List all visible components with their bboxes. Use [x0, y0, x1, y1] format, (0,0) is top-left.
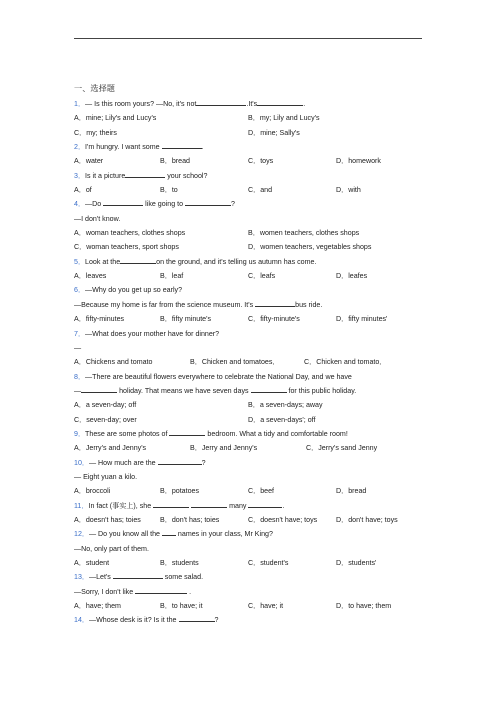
option-c[interactable]: C．student's — [248, 559, 289, 567]
question-4 — [74, 197, 434, 211]
dialogue-text: —Because my home is far from the science museum. It's — [74, 300, 254, 309]
option-c[interactable]: C．doesn't have; toys — [248, 515, 318, 524]
answer-blank — [169, 427, 205, 436]
question-text: . — [201, 143, 204, 152]
question-text: bedroom. What a tidy and comfortable room! — [205, 429, 348, 438]
question-number: 8． — [74, 372, 86, 381]
question-14 — [74, 613, 434, 627]
answer-blank — [185, 197, 231, 206]
option-c[interactable]: C．Chicken and tomato． — [304, 358, 387, 367]
answer-blank — [103, 197, 143, 206]
option-a[interactable]: A．leaves — [74, 272, 107, 281]
question-number: 9． — [74, 429, 86, 438]
option-b[interactable]: B．women teachers, clothes shops — [248, 229, 360, 238]
question-text: . — [282, 501, 285, 510]
answer-blank — [196, 97, 246, 106]
option-a[interactable]: A．Chickens and tomato — [74, 358, 153, 367]
option-row — [74, 269, 434, 283]
answer-blank — [162, 527, 176, 536]
option-d[interactable]: D．fifty minutes' — [336, 315, 388, 324]
question-list — [74, 97, 434, 628]
option-c[interactable]: C．and — [248, 186, 273, 195]
answer-line — [74, 341, 434, 355]
answer-blank — [179, 613, 215, 622]
option-b[interactable]: B．fifty minute's — [160, 315, 212, 324]
option-a[interactable]: A．fifty-minutes — [74, 315, 125, 324]
answer-line — [74, 384, 434, 398]
question-text: on the ground, and it's telling us autumn has come. — [156, 257, 317, 266]
option-b[interactable]: B．Chicken and tomatoes． — [190, 358, 280, 367]
answer-blank — [248, 499, 285, 510]
option-b[interactable]: B．don't has; toies — [160, 515, 220, 524]
option-row — [74, 312, 434, 326]
dialogue-text: holiday. That means we have seven days — [117, 386, 249, 395]
dialogue-text: —I don't know. — [74, 214, 121, 223]
dialogue-text: bus ride. — [295, 300, 323, 309]
question-text: These are some photos of — [85, 429, 168, 438]
option-b[interactable]: B．to — [160, 186, 178, 195]
question-text: —There are beautiful flowers everywhere to celebrate the National Day, and we have — [85, 372, 352, 381]
answer-line — [74, 585, 434, 599]
option-row — [74, 441, 434, 455]
option-b[interactable]: B．to have; it — [160, 602, 203, 611]
option-a[interactable]: A．have; them — [74, 602, 121, 611]
question-number: 4． — [74, 200, 86, 209]
dialogue-text: . — [189, 587, 192, 596]
option-d[interactable]: D．leafes — [336, 272, 368, 281]
option-c[interactable]: C．leafs — [248, 272, 276, 281]
answer-blank — [158, 456, 202, 465]
question-text: Is it a picture — [85, 171, 126, 180]
answer-blank — [120, 255, 156, 264]
answer-blank — [191, 499, 227, 508]
option-a[interactable]: A．broccoli — [74, 487, 111, 496]
answer-blank — [251, 384, 287, 393]
dialogue-text: for this public holiday. — [286, 386, 357, 395]
option-a[interactable]: A．Jerry's and Jenny's — [74, 444, 147, 453]
question-text: your school? — [165, 171, 208, 180]
question-5 — [74, 255, 434, 269]
question-number: 13． — [74, 573, 89, 582]
section-title: 一、选择题 — [74, 84, 115, 93]
question-text: — Is this room yours? —No, it's not — [85, 100, 197, 108]
question-8 — [74, 370, 434, 384]
option-row — [74, 183, 434, 197]
option-b[interactable]: B．bread — [160, 157, 190, 166]
question-text: In fact (事实上), she — [88, 501, 152, 510]
question-text: .It's — [246, 100, 258, 108]
question-number: 12． — [74, 530, 89, 539]
question-text: —Whose desk is it? Is it the — [88, 616, 177, 625]
answer-blank — [257, 97, 306, 108]
answer-blank — [162, 140, 204, 152]
option-d[interactable]: D．women teachers, vegetables shops — [248, 243, 372, 252]
option-row — [74, 111, 434, 125]
option-a[interactable]: A．of — [74, 186, 92, 195]
question-number: 3． — [74, 171, 86, 180]
option-a[interactable]: A．woman teachers, clothes shops — [74, 229, 186, 238]
dialogue-text: — Eight yuan a kilo. — [74, 472, 138, 481]
question-text: many — [227, 501, 247, 510]
option-a[interactable]: A．water — [74, 157, 104, 166]
option-row — [74, 226, 434, 240]
option-b[interactable]: B．potatoes — [160, 487, 200, 496]
option-a[interactable]: A．student — [74, 559, 110, 567]
option-d[interactable]: D．don't have; toys — [336, 515, 398, 524]
question-text: . — [303, 100, 306, 108]
question-text: — How much are the — [88, 458, 156, 467]
option-d[interactable]: D．with — [336, 186, 361, 195]
question-1 — [74, 97, 434, 111]
question-text: —Why do you get up so early? — [85, 286, 183, 295]
question-text: —What does your mother have for dinner? — [85, 329, 220, 338]
answer-line — [74, 542, 434, 556]
option-b[interactable]: B．leaf — [160, 272, 184, 281]
option-a[interactable]: A．a seven-day; off — [74, 401, 137, 410]
option-b[interactable]: B．my; Lily and Lucy's — [248, 114, 320, 123]
answer-line — [74, 212, 434, 226]
question-number: 5． — [74, 257, 86, 266]
question-number: 11． — [74, 501, 89, 510]
answer-blank — [135, 585, 187, 594]
question-10 — [74, 456, 434, 470]
question-12 — [74, 527, 434, 541]
question-9 — [74, 427, 434, 441]
dialogue-text: —No, only part of them. — [74, 544, 149, 553]
question-text: I'm hungry. I want some — [85, 143, 160, 152]
question-3 — [74, 169, 434, 183]
question-text: —Do — [85, 200, 102, 209]
option-c[interactable]: C．Jerry's sand Jenny — [306, 444, 378, 453]
option-a[interactable]: A．mine; Lily's and Lucy's — [74, 114, 157, 123]
answer-line — [74, 470, 434, 484]
option-c[interactable]: C．have; it — [248, 602, 284, 611]
option-d[interactable]: D．mine; Sally's — [248, 128, 300, 137]
question-number: 10． — [74, 458, 89, 467]
question-text: ? — [231, 200, 235, 209]
question-2 — [74, 140, 434, 154]
option-c[interactable]: C．beef — [248, 487, 275, 496]
question-number: 1． — [74, 100, 86, 108]
answer-line — [74, 298, 434, 312]
option-row — [74, 126, 434, 140]
option-row — [74, 556, 434, 570]
question-text: like going to — [143, 200, 184, 209]
option-d[interactable]: D．to have; them — [336, 602, 392, 611]
option-d[interactable]: D．bread — [336, 487, 367, 496]
question-text: —Let's — [88, 573, 111, 582]
question-number: 7． — [74, 329, 86, 338]
option-a[interactable]: A．doesn't has; toies — [74, 515, 141, 524]
answer-blank — [113, 570, 163, 579]
option-c[interactable]: C．toys — [248, 157, 274, 166]
answer-blank — [255, 298, 295, 307]
option-row — [74, 154, 434, 168]
question-13 — [74, 570, 434, 584]
question-7 — [74, 327, 434, 341]
option-b[interactable]: B．a seven-days; away — [248, 401, 323, 410]
question-text: — Do you know all the — [88, 530, 160, 539]
option-c[interactable]: C．my; theirs — [74, 128, 117, 137]
answer-blank — [125, 169, 165, 178]
option-d[interactable]: D．students' — [336, 559, 377, 567]
option-row — [74, 599, 434, 613]
question-number: 6． — [74, 286, 86, 295]
dialogue-text: — — [74, 343, 82, 352]
option-b[interactable]: B．Jerry and Jenny's — [190, 444, 258, 453]
question-text: ? — [201, 458, 206, 467]
option-d[interactable]: D．a seven-days'; off — [248, 415, 316, 424]
option-row — [74, 398, 434, 412]
question-text: some salad. — [162, 573, 204, 582]
option-row — [74, 513, 434, 527]
option-row — [74, 240, 434, 254]
question-text: names in your class, Mr King? — [175, 530, 273, 539]
question-6 — [74, 283, 434, 297]
answer-blank — [153, 499, 189, 508]
question-text: ? — [214, 616, 219, 625]
option-row — [74, 413, 434, 427]
header-rule — [74, 38, 422, 39]
option-c[interactable]: C．woman teachers, sport shops — [74, 243, 179, 252]
question-text: Look at the — [85, 257, 121, 266]
option-c[interactable]: C．fifty-minute's — [248, 315, 300, 324]
question-number: 2． — [74, 143, 86, 152]
option-c[interactable]: C．seven-day; over — [74, 415, 137, 424]
option-b[interactable]: B．students — [160, 559, 199, 567]
dialogue-text: — — [74, 386, 82, 395]
answer-blank — [81, 384, 117, 393]
option-row — [74, 355, 434, 369]
question-number: 14． — [74, 616, 89, 625]
option-d[interactable]: D．homework — [336, 157, 381, 166]
question-11 — [74, 499, 434, 513]
dialogue-text: —Sorry, I don't like — [74, 587, 134, 596]
option-row — [74, 484, 434, 498]
